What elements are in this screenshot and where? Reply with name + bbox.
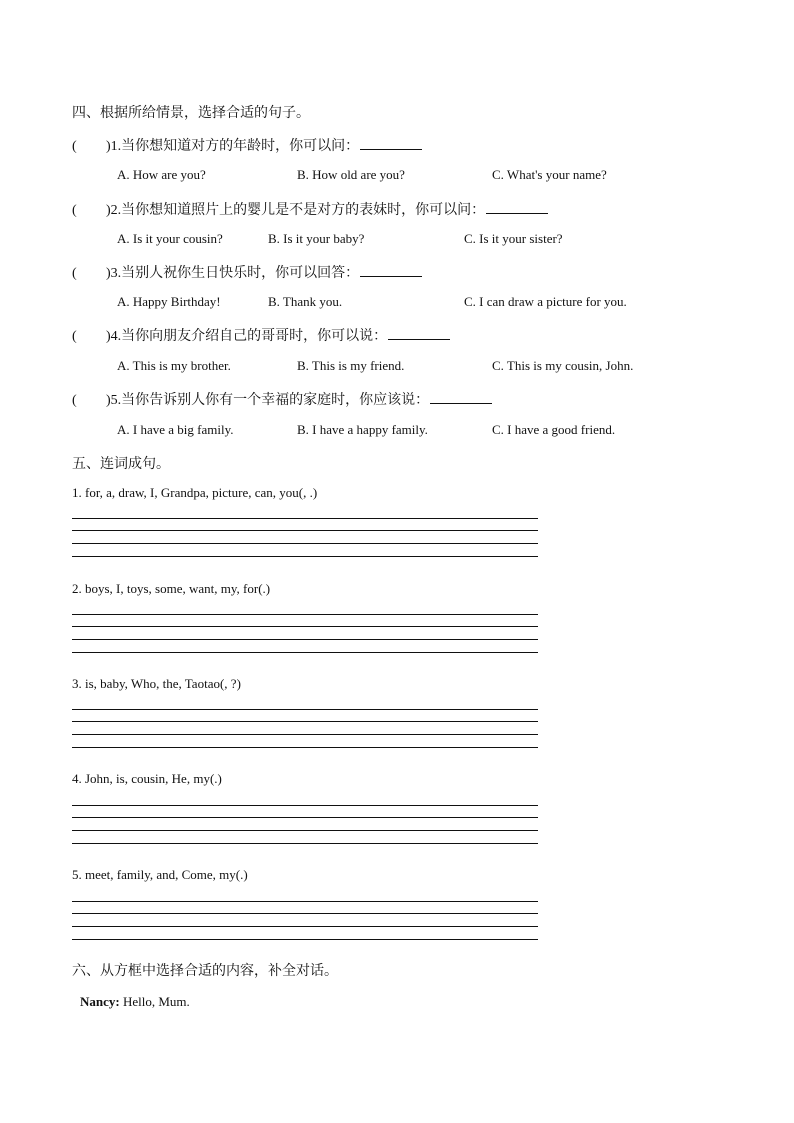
writing-line[interactable]: [72, 639, 538, 640]
option-c: C. What's your name?: [492, 167, 607, 182]
answer-paren[interactable]: (: [72, 393, 77, 408]
option-c: C. This is my cousin, John.: [492, 358, 634, 373]
section4-heading: 四、根据所给情景，选择合适的句子。: [72, 106, 310, 121]
option-c: C. I have a good friend.: [492, 422, 616, 437]
dialogue-line: [80, 994, 190, 1010]
option-b: B. Thank you.: [268, 294, 343, 309]
answer-blank[interactable]: [360, 264, 422, 277]
writing-line[interactable]: [72, 817, 538, 818]
dialogue-text: Hello, Mum.: [122, 994, 190, 1009]
writing-line[interactable]: [72, 709, 538, 710]
writing-line[interactable]: [72, 843, 538, 844]
sentence-item-5: 5. meet, family, and, Come, my(.): [72, 867, 248, 882]
answer-paren[interactable]: (: [72, 329, 77, 344]
option-b: B. This is my friend.: [297, 358, 405, 373]
answer-blank[interactable]: [360, 137, 422, 150]
option-a: A. Is it your cousin?: [117, 231, 223, 246]
writing-line[interactable]: [72, 614, 538, 615]
writing-line[interactable]: [72, 926, 538, 927]
option-a: A. This is my brother.: [117, 358, 231, 373]
option-a: A. How are you?: [117, 167, 206, 182]
question-5: [72, 389, 492, 409]
question-3: [72, 262, 422, 282]
sentence-item-2: 2. boys, I, toys, some, want, my, for(.): [72, 581, 271, 596]
sentence-item-1: 1. for, a, draw, I, Grandpa, picture, can, you(, .): [72, 485, 318, 500]
question-2: [72, 199, 548, 219]
writing-line[interactable]: [72, 734, 538, 735]
writing-line[interactable]: [72, 518, 538, 519]
section5-heading: 五、连词成句。: [72, 457, 170, 472]
answer-paren[interactable]: (: [72, 203, 77, 218]
question-stem: )5.当你告诉别人你有一个幸福的家庭时，你应该说：: [106, 393, 430, 408]
answer-paren[interactable]: (: [72, 266, 77, 281]
question-4: [72, 325, 450, 345]
answer-paren[interactable]: (: [72, 139, 77, 154]
sentence-item-4: 4. John, is, cousin, He, my(.): [72, 771, 222, 786]
option-a: A. Happy Birthday!: [117, 294, 221, 309]
writing-line[interactable]: [72, 652, 538, 653]
option-a: A. I have a big family.: [117, 422, 234, 437]
writing-line[interactable]: [72, 530, 538, 531]
writing-line[interactable]: [72, 556, 538, 557]
writing-line[interactable]: [72, 747, 538, 748]
writing-line[interactable]: [72, 913, 538, 914]
question-stem: )4.当你向朋友介绍自己的哥哥时，你可以说：: [106, 329, 388, 344]
question-1: [72, 135, 422, 155]
writing-line[interactable]: [72, 805, 538, 806]
writing-line[interactable]: [72, 626, 538, 627]
writing-line[interactable]: [72, 901, 538, 902]
question-stem: )3.当别人祝你生日快乐时，你可以回答：: [106, 266, 360, 281]
option-b: B. I have a happy family.: [297, 422, 428, 437]
writing-line[interactable]: [72, 830, 538, 831]
writing-line[interactable]: [72, 721, 538, 722]
writing-line[interactable]: [72, 939, 538, 940]
section6-heading: 六、从方框中选择合适的内容，补全对话。: [72, 964, 338, 979]
answer-blank[interactable]: [388, 327, 450, 340]
option-b: B. How old are you?: [297, 167, 405, 182]
option-b: B. Is it your baby?: [268, 231, 365, 246]
option-c: C. Is it your sister?: [464, 231, 563, 246]
speaker-label: Nancy:: [80, 994, 120, 1009]
answer-blank[interactable]: [430, 391, 492, 404]
question-stem: )1.当你想知道对方的年龄时，你可以问：: [106, 139, 360, 154]
question-stem: )2.当你想知道照片上的婴儿是不是对方的表妹时，你可以问：: [106, 203, 486, 218]
sentence-item-3: 3. is, baby, Who, the, Taotao(, ?): [72, 676, 241, 691]
writing-line[interactable]: [72, 543, 538, 544]
option-c: C. I can draw a picture for you.: [464, 294, 627, 309]
answer-blank[interactable]: [486, 201, 548, 214]
